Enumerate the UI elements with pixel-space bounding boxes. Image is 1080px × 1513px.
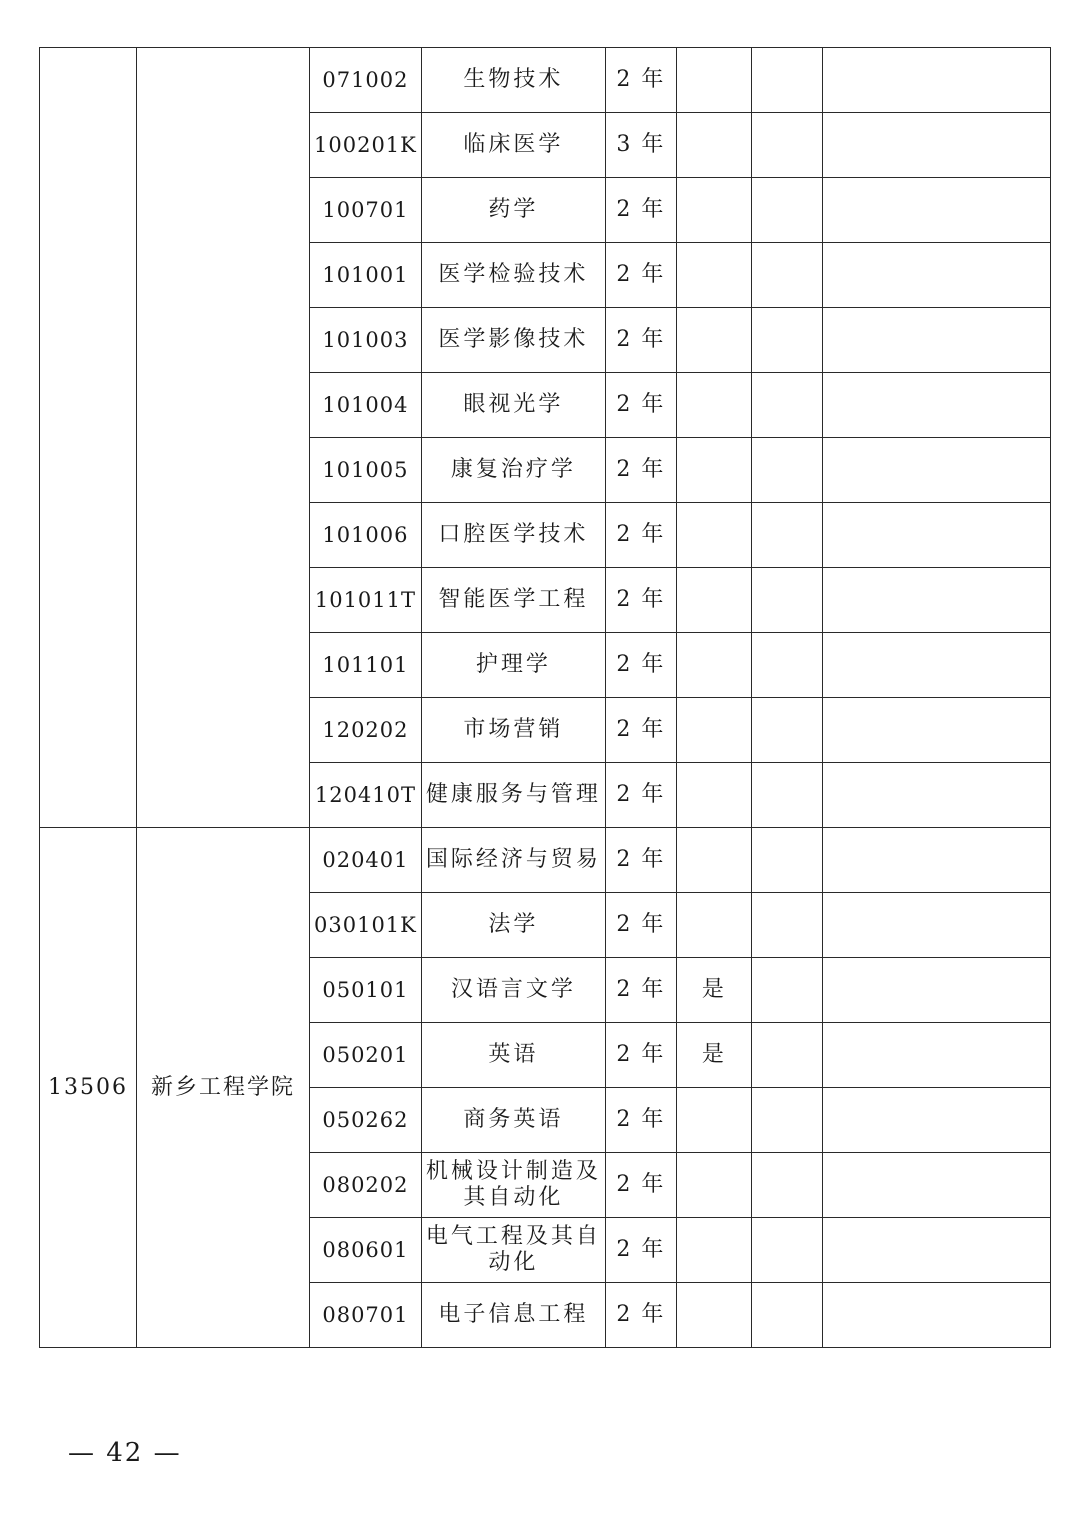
remarks-cell <box>822 763 1050 828</box>
blank-cell <box>751 438 822 503</box>
flag-cell <box>676 503 751 568</box>
major-name-cell: 康复治疗学 <box>421 438 605 503</box>
duration-cell: 2 年 <box>605 763 676 828</box>
flag-cell <box>676 893 751 958</box>
major-code-cell: 050201 <box>310 1023 422 1088</box>
duration-cell: 2 年 <box>605 308 676 373</box>
major-code-cell: 080601 <box>310 1218 422 1283</box>
flag-cell <box>676 1088 751 1153</box>
major-name-cell: 法学 <box>421 893 605 958</box>
major-name-cell: 药学 <box>421 178 605 243</box>
blank-cell <box>751 893 822 958</box>
duration-cell: 2 年 <box>605 243 676 308</box>
major-name-cell: 医学检验技术 <box>421 243 605 308</box>
duration-cell: 2 年 <box>605 1023 676 1088</box>
major-name-cell: 智能医学工程 <box>421 568 605 633</box>
remarks-cell <box>822 828 1050 893</box>
flag-cell <box>676 1153 751 1218</box>
blank-cell <box>751 1153 822 1218</box>
blank-cell <box>751 828 822 893</box>
flag-cell <box>676 438 751 503</box>
duration-cell: 2 年 <box>605 1218 676 1283</box>
duration-cell: 2 年 <box>605 1283 676 1348</box>
major-code-cell: 030101K <box>310 893 422 958</box>
remarks-cell <box>822 48 1050 113</box>
duration-cell: 2 年 <box>605 698 676 763</box>
major-name-cell: 市场营销 <box>421 698 605 763</box>
remarks-cell <box>822 1283 1050 1348</box>
remarks-cell <box>822 308 1050 373</box>
remarks-cell <box>822 178 1050 243</box>
remarks-cell <box>822 893 1050 958</box>
remarks-cell <box>822 113 1050 178</box>
duration-cell: 2 年 <box>605 633 676 698</box>
duration-cell: 2 年 <box>605 48 676 113</box>
remarks-cell <box>822 503 1050 568</box>
flag-cell <box>676 698 751 763</box>
remarks-cell <box>822 1023 1050 1088</box>
remarks-cell <box>822 633 1050 698</box>
blank-cell <box>751 308 822 373</box>
flag-cell <box>676 1218 751 1283</box>
major-name-cell: 电子信息工程 <box>421 1283 605 1348</box>
flag-cell <box>676 1283 751 1348</box>
duration-cell: 2 年 <box>605 438 676 503</box>
blank-cell <box>751 48 822 113</box>
remarks-cell <box>822 568 1050 633</box>
duration-cell: 2 年 <box>605 373 676 438</box>
major-name-cell: 机械设计制造及其自动化 <box>421 1153 605 1218</box>
blank-cell <box>751 698 822 763</box>
major-name-cell: 健康服务与管理 <box>421 763 605 828</box>
major-name-cell: 汉语言文学 <box>421 958 605 1023</box>
blank-cell <box>751 1088 822 1153</box>
flag-cell <box>676 568 751 633</box>
majors-table <box>39 47 1051 1348</box>
major-code-cell: 120410T <box>310 763 422 828</box>
duration-cell: 2 年 <box>605 958 676 1023</box>
table-row <box>40 48 1051 113</box>
duration-cell: 2 年 <box>605 178 676 243</box>
remarks-cell <box>822 958 1050 1023</box>
duration-cell: 2 年 <box>605 503 676 568</box>
major-code-cell: 101004 <box>310 373 422 438</box>
flag-cell <box>676 113 751 178</box>
major-code-cell: 101006 <box>310 503 422 568</box>
flag-cell <box>676 243 751 308</box>
major-code-cell: 020401 <box>310 828 422 893</box>
school-code-cell: 13506 <box>40 828 137 1348</box>
major-name-cell: 电气工程及其自动化 <box>421 1218 605 1283</box>
major-name-cell: 眼视光学 <box>421 373 605 438</box>
flag-cell: 是 <box>676 958 751 1023</box>
major-code-cell: 080701 <box>310 1283 422 1348</box>
flag-cell <box>676 308 751 373</box>
flag-cell <box>676 373 751 438</box>
major-name-cell: 国际经济与贸易 <box>421 828 605 893</box>
blank-cell <box>751 958 822 1023</box>
page-number: — 42 — <box>68 1438 182 1468</box>
major-name-cell: 临床医学 <box>421 113 605 178</box>
major-name-cell: 护理学 <box>421 633 605 698</box>
major-code-cell: 071002 <box>310 48 422 113</box>
blank-cell <box>751 1023 822 1088</box>
flag-cell <box>676 178 751 243</box>
flag-cell <box>676 633 751 698</box>
duration-cell: 2 年 <box>605 1088 676 1153</box>
flag-cell <box>676 828 751 893</box>
school-name-cell <box>137 48 310 828</box>
major-name-cell: 口腔医学技术 <box>421 503 605 568</box>
duration-cell: 2 年 <box>605 893 676 958</box>
remarks-cell <box>822 698 1050 763</box>
major-code-cell: 100201K <box>310 113 422 178</box>
major-code-cell: 101003 <box>310 308 422 373</box>
flag-cell: 是 <box>676 1023 751 1088</box>
major-name-cell: 医学影像技术 <box>421 308 605 373</box>
remarks-cell <box>822 438 1050 503</box>
table-row <box>40 828 1051 893</box>
major-name-cell: 商务英语 <box>421 1088 605 1153</box>
remarks-cell <box>822 1218 1050 1283</box>
major-code-cell: 101101 <box>310 633 422 698</box>
remarks-cell <box>822 243 1050 308</box>
flag-cell <box>676 763 751 828</box>
school-code-cell <box>40 48 137 828</box>
duration-cell: 2 年 <box>605 1153 676 1218</box>
duration-cell: 2 年 <box>605 568 676 633</box>
blank-cell <box>751 763 822 828</box>
major-code-cell: 120202 <box>310 698 422 763</box>
blank-cell <box>751 1218 822 1283</box>
duration-cell: 2 年 <box>605 828 676 893</box>
duration-cell: 3 年 <box>605 113 676 178</box>
school-name-cell: 新乡工程学院 <box>137 828 310 1348</box>
major-code-cell: 101001 <box>310 243 422 308</box>
remarks-cell <box>822 1088 1050 1153</box>
blank-cell <box>751 568 822 633</box>
major-code-cell: 050262 <box>310 1088 422 1153</box>
major-name-cell: 英语 <box>421 1023 605 1088</box>
major-code-cell: 101011T <box>310 568 422 633</box>
blank-cell <box>751 503 822 568</box>
major-code-cell: 100701 <box>310 178 422 243</box>
blank-cell <box>751 113 822 178</box>
remarks-cell <box>822 373 1050 438</box>
blank-cell <box>751 178 822 243</box>
blank-cell <box>751 1283 822 1348</box>
major-name-cell: 生物技术 <box>421 48 605 113</box>
flag-cell <box>676 48 751 113</box>
major-code-cell: 101005 <box>310 438 422 503</box>
blank-cell <box>751 243 822 308</box>
major-code-cell: 080202 <box>310 1153 422 1218</box>
majors-table-body <box>40 48 1051 1348</box>
major-code-cell: 050101 <box>310 958 422 1023</box>
blank-cell <box>751 373 822 438</box>
remarks-cell <box>822 1153 1050 1218</box>
blank-cell <box>751 633 822 698</box>
